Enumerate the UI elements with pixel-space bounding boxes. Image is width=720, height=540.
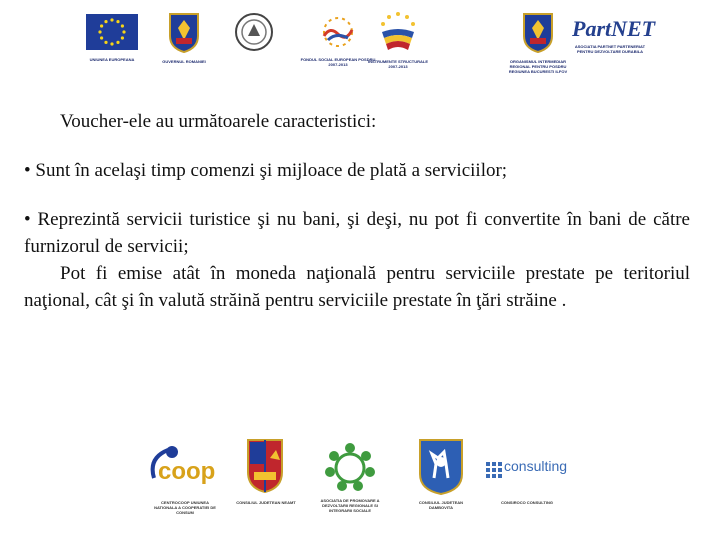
consulting-wordmark: consulting (504, 458, 568, 474)
partnet-caption: ASOCIATIA PARTNET PARTENERIAT PENTRU DEZVOLTARE DURABILA (574, 44, 646, 54)
eu-flag-logo (84, 12, 140, 62)
slide-body (24, 108, 690, 314)
centrocoop-caption: CENTROCOOP UNIUNEA NATIONALA A COOPERATIEI DE CONSUM (154, 500, 216, 515)
oirposdru-caption: ORGANISMUL INTERMEDIAR REGIONAL PENTRU POSDRU REGIUNEA BUCURESTI ILFOV (508, 59, 568, 74)
header-logo-bar (0, 0, 720, 80)
government-logo (152, 10, 216, 64)
dambovita-caption: CONSILIUL JUDETEAN DAMBOVITA (418, 500, 464, 510)
structural-instruments-logo (366, 10, 430, 69)
asociatia-caption: ASOCIATIA DE PROMOVARE A DEZVOLTARII REGIONALE SI INTEGRARII SOCIALE (320, 498, 380, 513)
partnet-wordmark: PartNET (572, 16, 656, 41)
structural-instruments-icon (376, 10, 420, 54)
people-circle-icon (318, 440, 382, 494)
oirposdru-logo (500, 10, 576, 74)
coop-wordmark: coop (158, 458, 216, 485)
fse-logo (300, 12, 376, 67)
eu-caption: UNIUNEA EUROPEANA (89, 57, 135, 62)
fse-icon (314, 12, 362, 52)
fse-caption: FONDUL SOCIAL EUROPEAN POSDRU 2007-2013 (300, 57, 376, 67)
centrocoop-logo (146, 438, 222, 498)
structural-instruments-caption: INSTRUMENTE STRUCTURALE 2007-2013 (368, 59, 428, 69)
consulting-logo (486, 458, 570, 482)
government-caption: GUVERNUL ROMANIEI (162, 59, 206, 64)
consulting-grid-icon (486, 462, 502, 478)
coat-of-arms-icon (166, 10, 202, 54)
partnet-logo (572, 14, 656, 54)
bullet-services: • Reprezintă servicii turistice şi nu bani, şi deşi, nu pot fi convertite în bani de către furnizorul de servicii; (24, 209, 690, 257)
dambovita-shield-icon (418, 438, 464, 496)
oirposdru-coat-icon (520, 10, 556, 54)
eu-flag-icon (84, 12, 140, 52)
bullet-payment: • Sunt în acelaşi timp comenzi şi mijloace de plată a serviciilor; (24, 160, 508, 181)
consulting-caption: CONSIROCO CONSULTING (501, 500, 553, 505)
footer-logo-bar (0, 430, 720, 540)
neamt-shield-icon (246, 438, 284, 494)
round-seal-logo (232, 12, 276, 57)
issuance-text: Pot fi emise atât în moneda naţională pentru serviciile prestate pe teritoriul naţional, cât şi în valută străină pentru serviciile prestate în ţări străine . (24, 263, 690, 311)
intro-text: Voucher-ele au următoarele caracteristici: (60, 111, 377, 132)
neamt-caption: CONSILIUL JUDETEAN NEAMT (236, 500, 296, 505)
seal-icon (234, 12, 274, 52)
